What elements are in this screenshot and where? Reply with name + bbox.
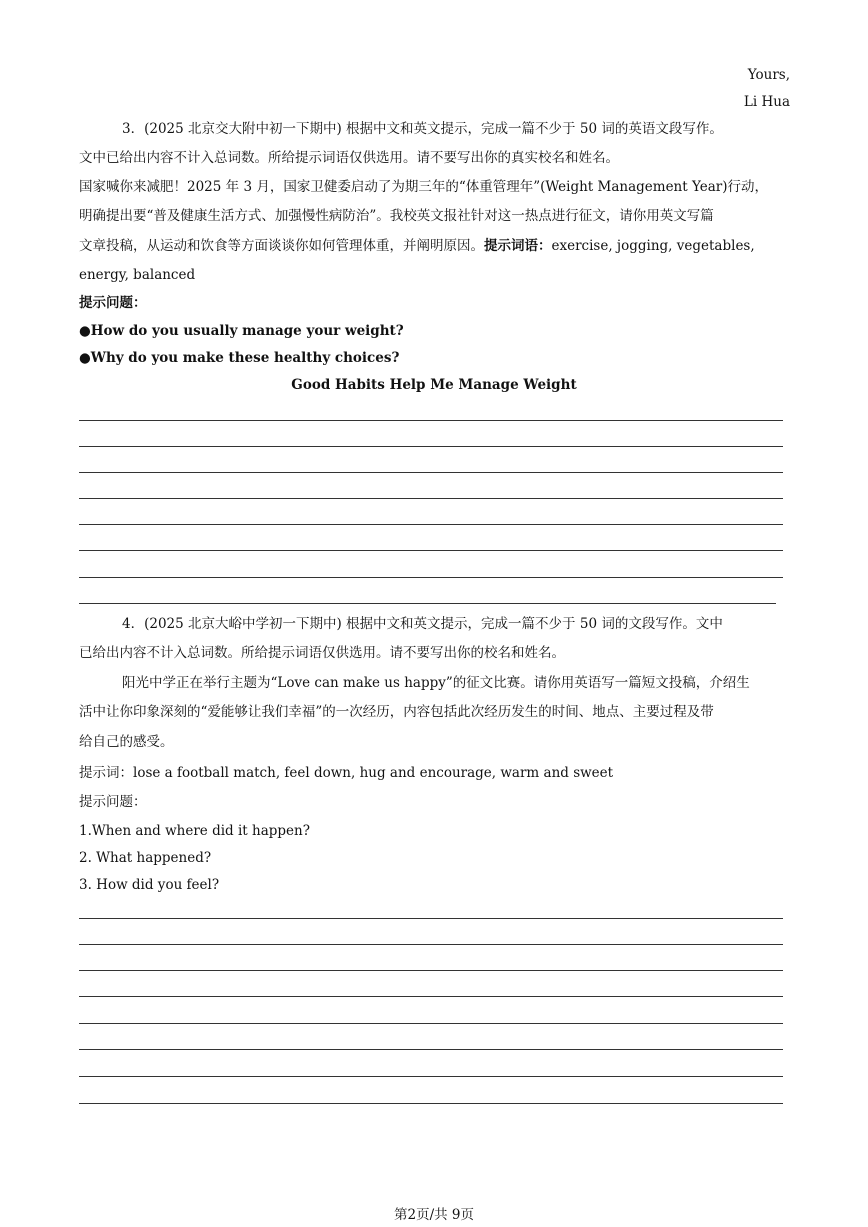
q4-prompt-line-1: 阳光中学正在举行主题为“Love can make us happy”的征文比赛。请你用英语写一篇短文投稿，介绍生 bbox=[122, 675, 750, 691]
q4-instruction-line-1: 4．(2025 北京大峪中学初一下期中) 根据中文和英文提示，完成一篇不少于 50 词的文段写作。文中 bbox=[122, 616, 723, 632]
q3-writing-line bbox=[79, 472, 783, 473]
q3-prompt-line-2: 明确提出要“普及健康生活方式、加强慢性病防治”。我校英文报社针对这一热点进行征文，请你用英文写篇 bbox=[79, 208, 714, 224]
q3-keywords-continued: energy, balanced bbox=[79, 267, 196, 283]
q3-writing-line bbox=[79, 577, 783, 578]
q3-writing-line bbox=[79, 498, 783, 499]
q4-writing-line bbox=[79, 970, 783, 971]
q3-prompt-line-1: 国家喊你来减肥！2025 年 3 月，国家卫健委启动了为期三年的“体重管理年”(Weight Management Year)行动， bbox=[79, 179, 768, 195]
q3-writing-line bbox=[79, 524, 783, 525]
q3-essay-title: Good Habits Help Me Manage Weight bbox=[291, 377, 577, 393]
letter-sign-off: Yours, bbox=[747, 67, 790, 83]
q4-writing-line bbox=[79, 918, 783, 919]
q4-writing-line bbox=[79, 944, 783, 945]
q3-writing-line bbox=[79, 446, 783, 447]
q4-keywords: 提示词：lose a football match, feel down, hug and encourage, warm and sweet bbox=[79, 765, 614, 781]
q3-instruction-line-1: 3．(2025 北京交大附中初一下期中) 根据中文和英文提示，完成一篇不少于 50 词的英语文段写作。 bbox=[122, 121, 723, 137]
q3-instruction-line-2: 文中已给出内容不计入总词数。所给提示词语仅供选用。请不要写出你的真实校名和姓名。 bbox=[79, 150, 619, 166]
q3-question-2: ●Why do you make these healthy choices? bbox=[79, 350, 400, 366]
q3-writing-line bbox=[79, 550, 783, 551]
letter-signature-name: Li Hua bbox=[743, 94, 790, 110]
q3-keywords-label: 提示词语： bbox=[484, 238, 552, 254]
q3-writing-line bbox=[79, 603, 776, 604]
q4-writing-line bbox=[79, 996, 783, 997]
q3-question-1: ●How do you usually manage your weight? bbox=[79, 323, 404, 339]
q3-writing-line bbox=[79, 420, 783, 421]
q4-writing-line bbox=[79, 1023, 783, 1024]
q4-writing-line bbox=[79, 1049, 783, 1050]
q4-question-2: 2. What happened? bbox=[79, 850, 212, 866]
q3-prompt-line-3 bbox=[79, 236, 790, 256]
q3-questions-label: 提示问题： bbox=[79, 295, 147, 311]
q4-writing-line bbox=[79, 1103, 783, 1104]
q4-writing-line bbox=[79, 1076, 783, 1077]
q4-instruction-line-2: 已给出内容不计入总词数。所给提示词语仅供选用。请不要写出你的校名和姓名。 bbox=[79, 645, 565, 661]
q4-question-1: 1.When and where did it happen? bbox=[79, 823, 310, 839]
q3-keywords: exercise, jogging, vegetables, bbox=[551, 238, 755, 254]
page-number-footer: 第2页/共 9页 bbox=[393, 1207, 475, 1223]
q4-question-3: 3. How did you feel? bbox=[79, 877, 220, 893]
q3-prompt-text: 文章投稿，从运动和饮食等方面谈谈你如何管理体重，并阐明原因。 bbox=[79, 238, 484, 254]
q4-questions-label: 提示问题： bbox=[79, 794, 147, 810]
q4-prompt-line-3: 给自己的感受。 bbox=[79, 734, 174, 750]
q4-prompt-line-2: 活中让你印象深刻的“爱能够让我们幸福”的一次经历，内容包括此次经历发生的时间、地点、主要过程及带 bbox=[79, 704, 714, 720]
